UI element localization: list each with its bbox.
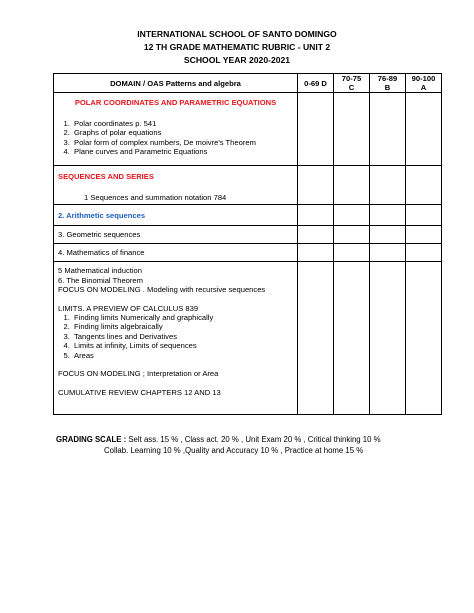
list-item: 1. Finding limits Numerically and graphically bbox=[72, 313, 293, 322]
grade-col-b: 76-89 B bbox=[370, 74, 406, 93]
induction-line: 5 Mathematical induction bbox=[58, 266, 142, 275]
polar-section-cell bbox=[54, 93, 298, 166]
domain-header: DOMAIN / OAS Patterns and algebra bbox=[54, 74, 298, 93]
grading-line-2: Collab. Learning 10 % ,Quality and Accuracy 10 % , Practice at home 15 % bbox=[104, 446, 364, 455]
focus-modeling-line: FOCUS ON MODELING . Modeling with recursive sequences bbox=[58, 285, 266, 294]
domain-title: Patterns and algebra bbox=[165, 78, 241, 88]
binomial-line: 6. The Binomial Theorem bbox=[58, 275, 143, 285]
limits-list bbox=[58, 313, 293, 360]
grade-col-a: 90-100 A bbox=[406, 74, 442, 93]
list-item: 5. Areas bbox=[72, 351, 293, 360]
sequences-section-title: SEQUENCES AND SERIES bbox=[58, 172, 154, 181]
school-year: SCHOOL YEAR 2020-2021 bbox=[183, 55, 291, 65]
table-row bbox=[54, 166, 442, 205]
rubric-title: 12 TH GRADE MATHEMATIC RUBRIC - UNIT 2 bbox=[143, 42, 331, 52]
geometric-cell bbox=[54, 226, 298, 244]
cumulative-review-line: CUMULATIVE REVIEW CHAPTERS 12 AND 13 bbox=[58, 387, 221, 397]
table-row bbox=[54, 205, 442, 226]
induction-limits-cell bbox=[54, 262, 298, 415]
grade-col-c: 70-75 C bbox=[334, 74, 370, 93]
polar-list bbox=[58, 119, 293, 157]
focus-area-line: FOCUS ON MODELING ; Interpretation or Area bbox=[58, 369, 219, 379]
list-item: 4. Limits at infinity, Limits of sequences bbox=[72, 341, 293, 350]
grade-col-d: 0-69 D bbox=[298, 74, 334, 93]
sequences-item: 1 Sequences and summation notation 784 bbox=[84, 193, 227, 202]
arithmetic-cell bbox=[54, 205, 298, 226]
table-row bbox=[54, 226, 442, 244]
table-row bbox=[54, 244, 442, 262]
list-item: 1. Polar coordinates p. 541 bbox=[72, 119, 293, 128]
header-row bbox=[54, 74, 442, 93]
list-item: 3. Polar form of complex numbers, De moivre's Theorem bbox=[72, 138, 293, 147]
polar-section-title: POLAR COORDINATES AND PARAMETRIC EQUATIONS bbox=[74, 98, 277, 107]
arithmetic-label: 2. Arithmetic sequences bbox=[58, 210, 146, 220]
grading-line-1: GRADING SCALE : Selt ass. 15 % , Class act. 20 % , Unit Exam 20 % , Critical thinking 10 % bbox=[56, 435, 381, 444]
sequences-section-cell bbox=[54, 166, 298, 205]
limits-heading: LIMITS. A PREVIEW OF CALCULUS 839 bbox=[58, 303, 199, 313]
table-row bbox=[54, 93, 442, 166]
table-row bbox=[54, 262, 442, 415]
list-item: 4. Plane curves and Parametric Equations bbox=[72, 147, 293, 156]
document-header bbox=[0, 28, 474, 67]
rubric-table bbox=[53, 73, 442, 415]
school-name: INTERNATIONAL SCHOOL OF SANTO DOMINGO bbox=[137, 29, 337, 39]
finance-cell bbox=[54, 244, 298, 262]
list-item: 2. Finding limits algebraically bbox=[72, 322, 293, 331]
geometric-label: 3. Geometric sequences bbox=[58, 230, 141, 239]
list-item: 2. Graphs of polar equations bbox=[72, 128, 293, 137]
list-item: 3. Tangents lines and Derivatives bbox=[72, 332, 293, 341]
finance-label: 4. Mathematics of finance bbox=[58, 248, 145, 257]
grading-label: GRADING SCALE : bbox=[56, 435, 127, 444]
